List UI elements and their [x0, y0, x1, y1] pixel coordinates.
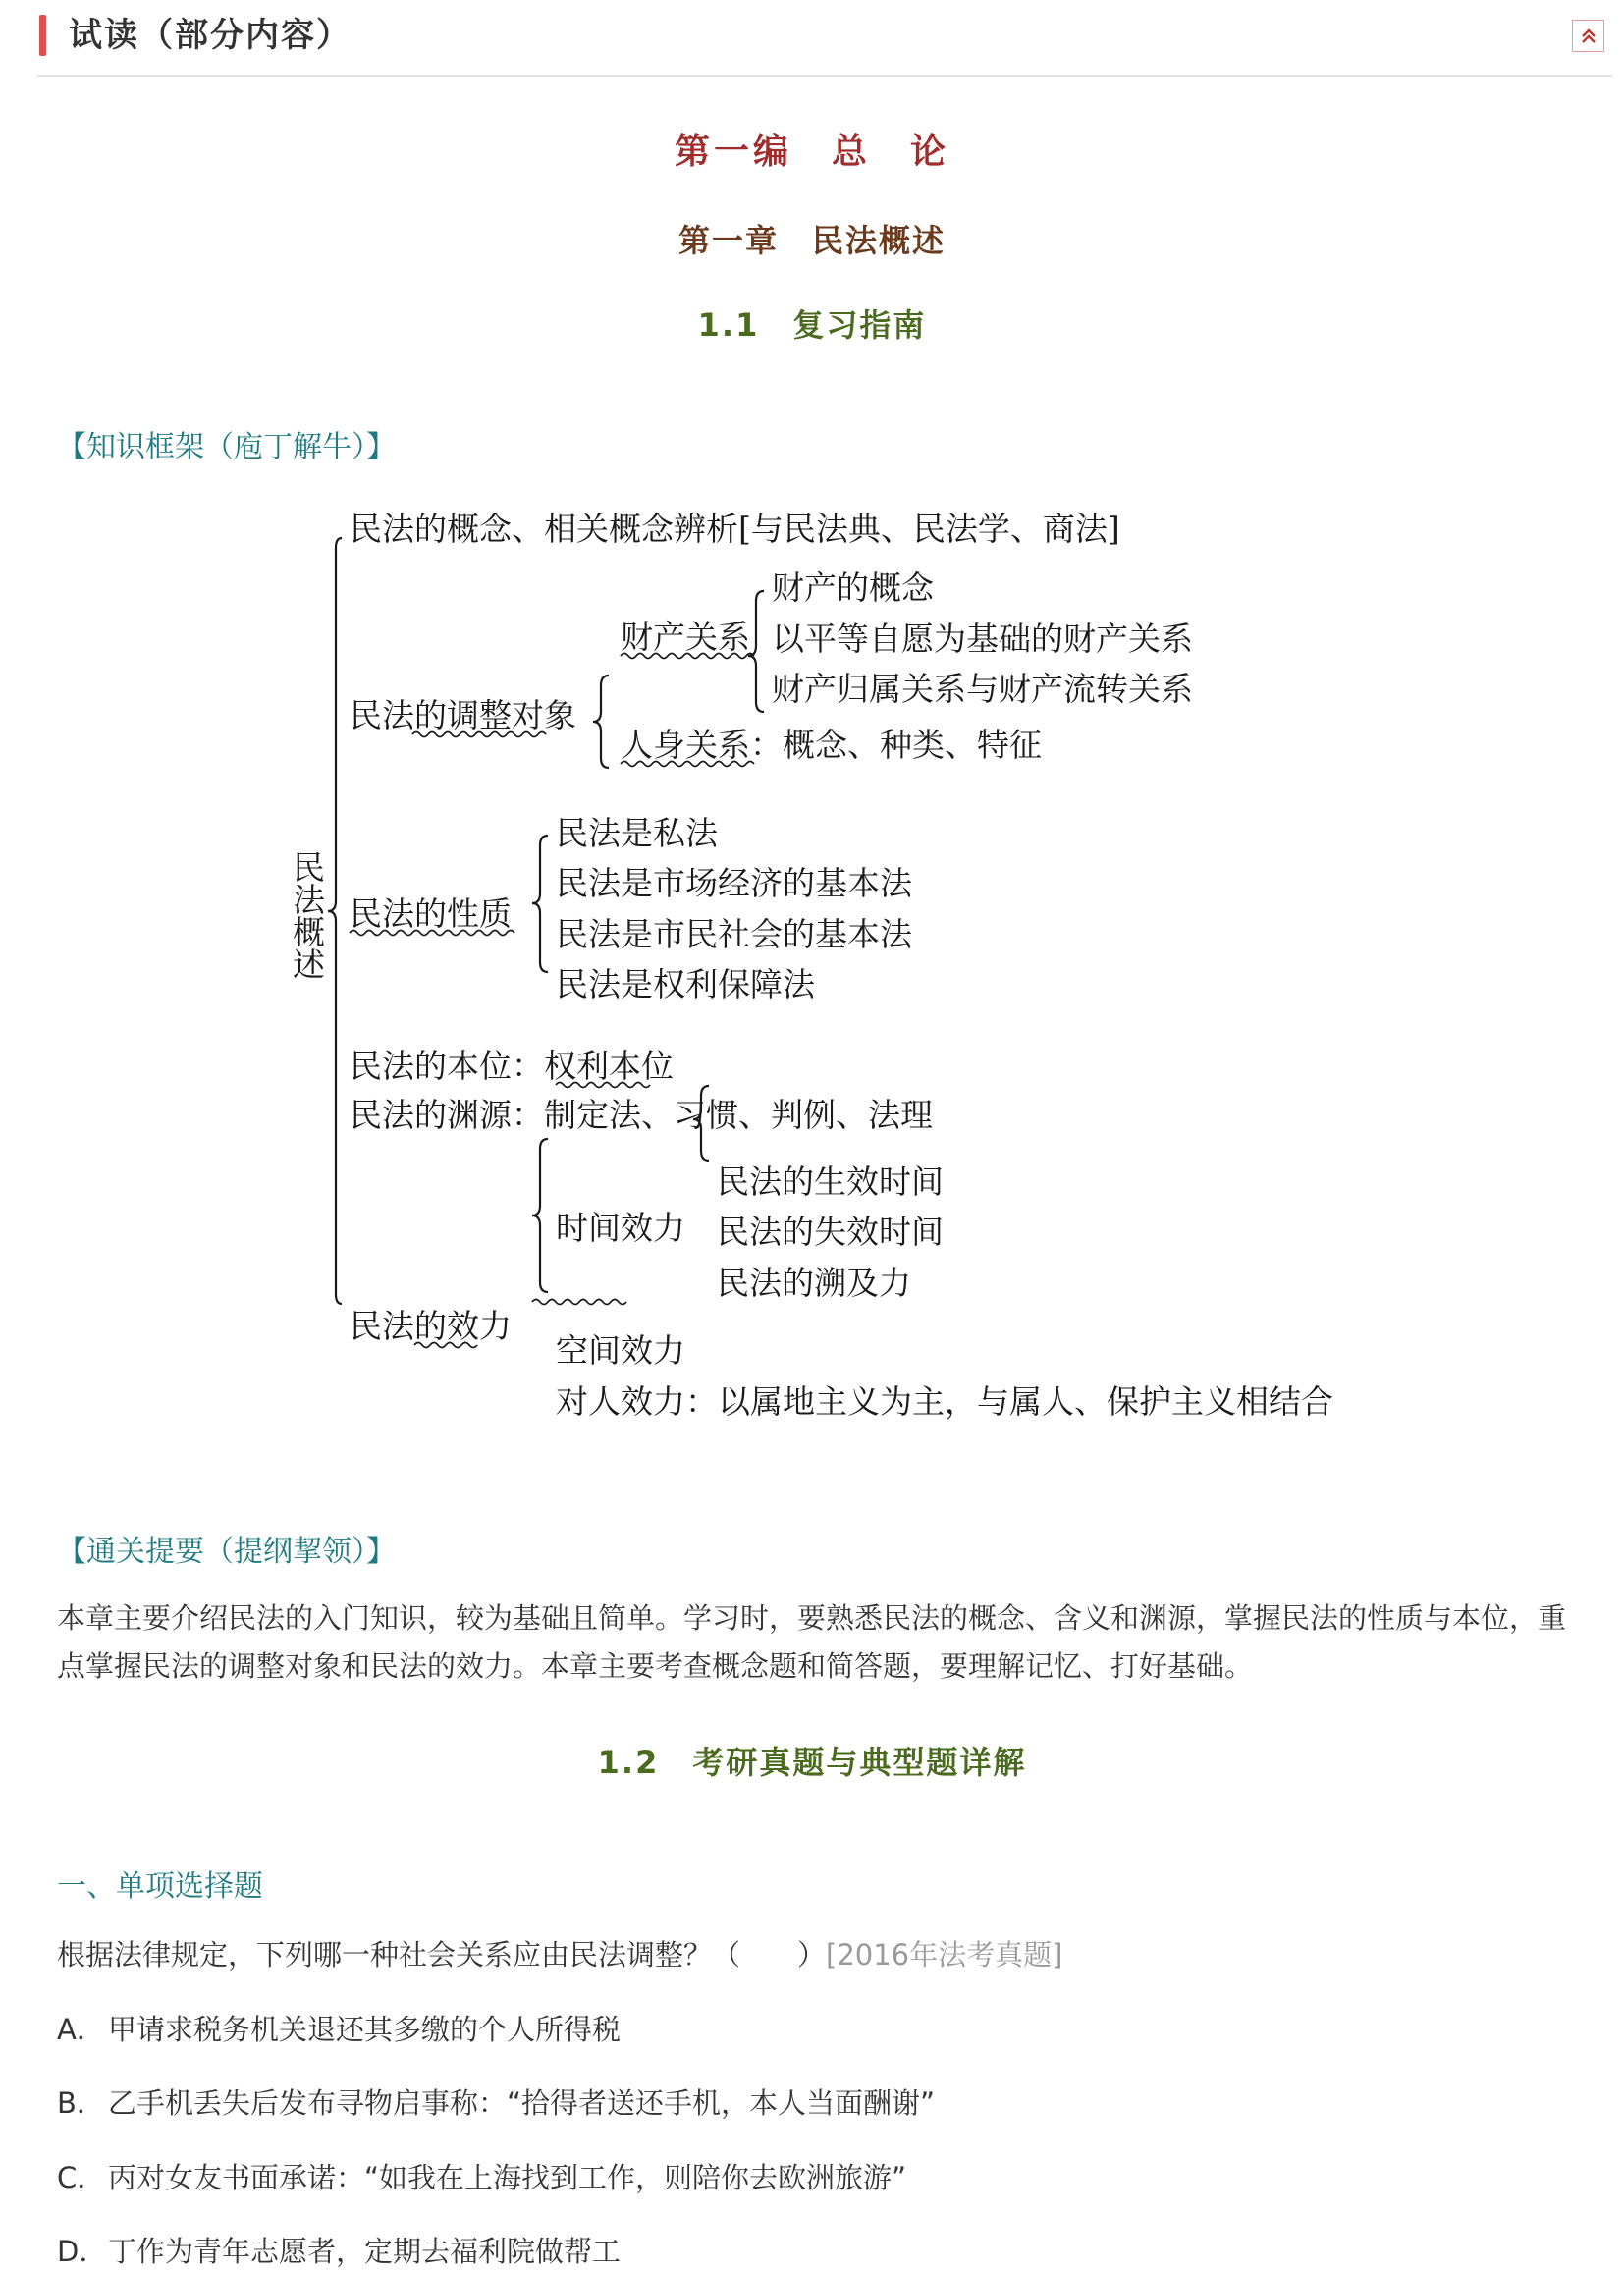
- accent-bar: [39, 15, 46, 56]
- section-title: 试读（部分内容）: [69, 16, 352, 55]
- node-property-item: 以平等自愿为基础的财产关系: [772, 620, 1193, 658]
- single-choice-label: 一、单项选择题: [57, 1869, 263, 1904]
- option-b: [57, 2081, 935, 2122]
- question-stem: [57, 1933, 1062, 1973]
- node-property-relation: 财产关系: [621, 618, 750, 656]
- node-property-item: 财产的概念: [772, 568, 934, 607]
- section-heading-review-guide: 1.1 复习指南: [697, 306, 927, 344]
- part-heading: 第一编 总 论: [674, 132, 949, 172]
- summary-label: 【通关提要（提纲挈领）】: [57, 1535, 396, 1569]
- root-char: 概: [293, 913, 325, 951]
- root-char: 法: [293, 881, 325, 919]
- root-char: 民: [293, 848, 325, 887]
- bracket-line: [593, 676, 609, 768]
- bracket-line: [532, 1139, 548, 1292]
- option-d: [57, 2230, 621, 2270]
- node-standard: 民法的本位：权利本位: [350, 1047, 674, 1085]
- node-time-item: 民法的生效时间: [717, 1162, 944, 1201]
- chapter-heading: 第一章 民法概述: [677, 222, 946, 259]
- option-c: [57, 2156, 906, 2196]
- option-key: D．: [57, 2235, 108, 2268]
- node-effect: 民法的效力: [350, 1307, 512, 1345]
- node-property-item: 财产归属关系与财产流转关系: [772, 670, 1193, 708]
- node-personal-relation: 人身关系：概念、种类、特征: [621, 726, 1042, 764]
- framework-label: 【知识框架（庖丁解牛）】: [57, 430, 396, 464]
- option-key: C．: [57, 2161, 106, 2194]
- node-concept: 民法的概念、相关概念辨析[与民法典、民法学、商法]: [350, 510, 1120, 548]
- bracket-line: [748, 591, 764, 712]
- double-chevron-up-icon: [1579, 27, 1598, 46]
- node-source: 民法的渊源：制定法、习惯、判例、法理: [350, 1096, 933, 1134]
- node-time-item: 民法的失效时间: [717, 1213, 944, 1251]
- node-time-effect: 时间效力: [556, 1209, 685, 1247]
- option-text: 甲请求税务机关退还其多缴的个人所得税: [108, 2013, 622, 2046]
- question-source: [2016年法考真题]: [826, 1938, 1063, 1972]
- root-char: 述: [293, 946, 325, 984]
- node-nature: 民法的性质: [350, 894, 512, 933]
- node-time-item: 民法的溯及力: [717, 1264, 911, 1302]
- section-heading-exam-questions: 1.2 考研真题与典型题详解: [597, 1744, 1027, 1781]
- option-text: 丙对女友书面承诺：“如我在上海找到工作，则陪你去欧洲旅游”: [108, 2161, 907, 2194]
- header-divider: [37, 75, 1612, 77]
- summary-paragraph: 本章主要介绍民法的入门知识，较为基础且简单。学习时，要熟悉民法的概念、含义和渊源，掌握民法的性质与本位，重点掌握民法的调整对象和民法的效力。本章主要考查概念题和简答题，要理解记忆、打好基础。: [57, 1601, 1567, 1683]
- question-text: 根据法律规定，下列哪一种社会关系应由民法调整？（ ）: [57, 1938, 827, 1972]
- node-nature-item: 民法是私法: [556, 814, 718, 852]
- node-space-effect: 空间效力: [556, 1331, 685, 1370]
- option-key: A．: [57, 2013, 105, 2046]
- knowledge-framework-diagram: [285, 501, 1384, 1433]
- option-key: B．: [57, 2086, 105, 2120]
- option-a: [57, 2008, 621, 2048]
- node-object: 民法的调整对象: [350, 696, 576, 734]
- section-header: [0, 0, 1624, 77]
- collapse-button[interactable]: [1572, 20, 1604, 52]
- option-text: 乙手机丢失后发布寻物启事称：“拾得者送还手机，本人当面酬谢”: [108, 2086, 936, 2120]
- node-person-effect: 对人效力：以属地主义为主，与属人、保护主义相结合: [556, 1382, 1333, 1421]
- wavy-underline: [532, 1300, 626, 1305]
- node-nature-item: 民法是权利保障法: [556, 965, 815, 1003]
- bracket-line: [328, 538, 342, 1304]
- option-text: 丁作为青年志愿者，定期去福利院做帮工: [108, 2235, 622, 2268]
- bracket-line: [532, 836, 548, 972]
- node-nature-item: 民法是市场经济的基本法: [556, 864, 912, 902]
- node-nature-item: 民法是市民社会的基本法: [556, 915, 912, 953]
